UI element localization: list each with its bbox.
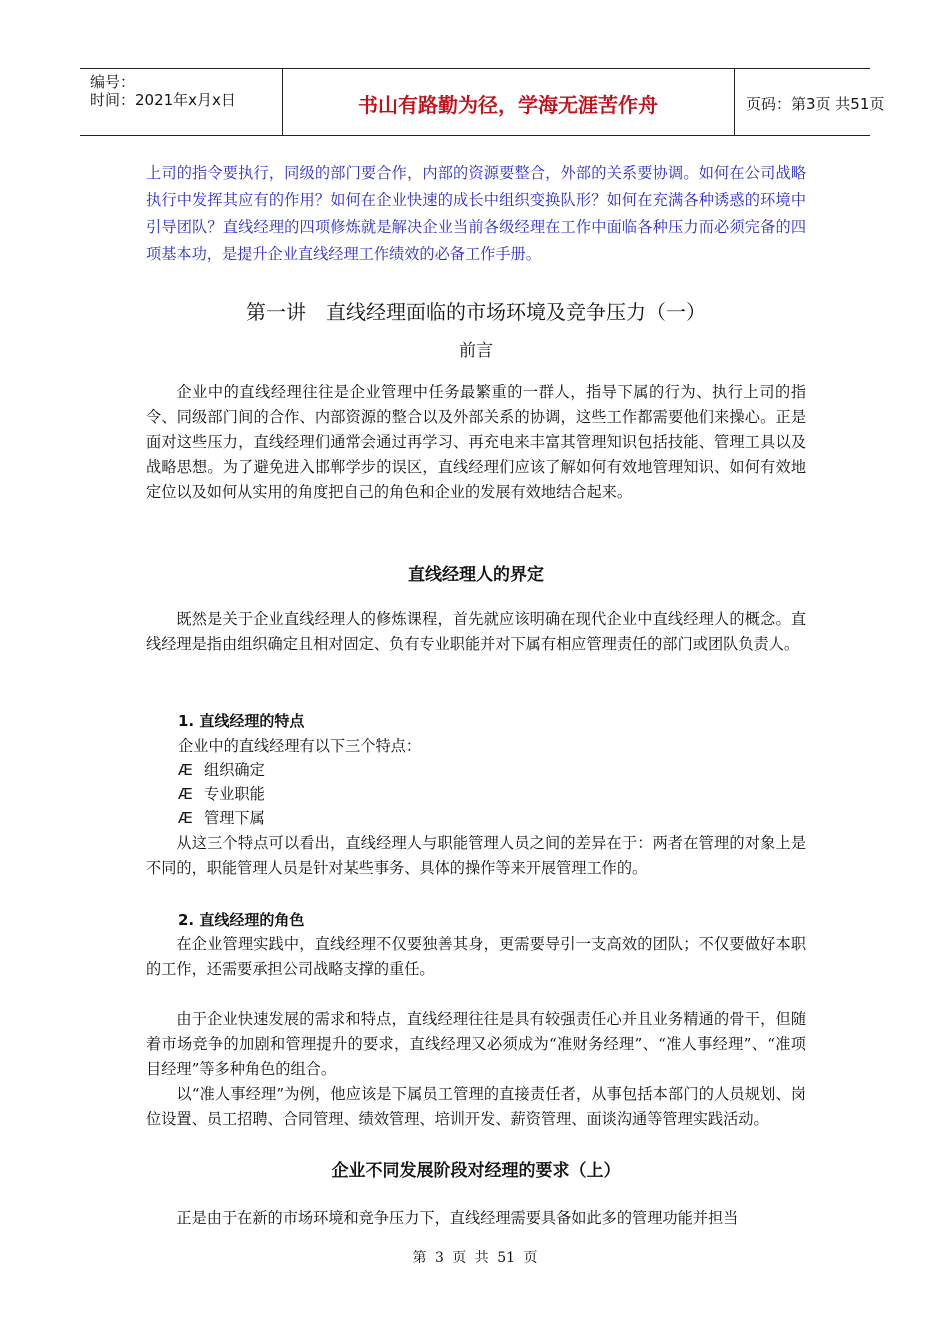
bullet-marker: Æ	[178, 761, 193, 779]
intro-paragraph: 上司的指令要执行，同级的部门要合作，内部的资源要整合，外部的关系要协调。如何在公司战略执行中发挥其应有的作用？如何在企业快速的成长中组织变换队形？如何在充满各种诱惑的环境中引导团队？直线经理的四项修炼就是解决企业当前各级经理在工作中面临各种压力而必须完备的四项基本功，是提升企业直线经理工作绩效的必备工作手册。	[146, 164, 806, 263]
bullet-marker: Æ	[178, 809, 193, 827]
header-page-cell	[734, 69, 885, 135]
section1-heading: 直线经理人的界定	[408, 565, 544, 585]
sub1-lead: 企业中的直线经理有以下三个特点：	[178, 737, 421, 755]
section1-paragraph: 既然是关于企业直线经理人的修炼课程，首先就应该明确在现代企业中直线经理人的概念。直线经理是指由组织确定且相对固定、负有专业职能并对下属有相应管理责任的部门或团队负责人。	[146, 610, 806, 653]
preface-title: 前言	[459, 341, 493, 361]
bullet-item	[178, 783, 265, 804]
page-footer: 第 3 页 共 51 页	[412, 1250, 538, 1266]
number-label: 编号：	[90, 73, 136, 91]
lecture-title: 第一讲 直线经理面临的市场环境及竞争压力（一）	[246, 300, 706, 324]
bullet-marker: Æ	[178, 785, 193, 803]
bullet-text: 专业职能	[204, 785, 265, 803]
header-page-label: 页码：第3页 共51页	[746, 95, 885, 113]
sub1-heading: 1. 直线经理的特点	[178, 712, 305, 730]
bullet-text: 组织确定	[204, 761, 265, 779]
bullet-item	[178, 807, 265, 828]
sub2-heading: 2. 直线经理的角色	[178, 911, 305, 929]
date-label: 时间：2021年x月x日	[90, 91, 236, 109]
sub2-paragraph-2: 由于企业快速发展的需求和特点，直线经理往往是具有较强责任心并且业务精通的骨干，但随着市场竞争的加剧和管理提升的要求，直线经理又必须成为“准财务经理”、“准人事经理”、“准项目经理”等多种角色的组合。	[146, 1010, 806, 1078]
sub2-paragraph-1: 在企业管理实践中，直线经理不仅要独善其身，更需要导引一支高效的团队；不仅要做好本职的工作，还需要承担公司战略支撑的重任。	[146, 935, 806, 978]
section2-heading: 企业不同发展阶段对经理的要求（上）	[331, 1161, 621, 1181]
section2-paragraph: 正是由于在新的市场环境和竞争压力下，直线经理需要具备如此多的管理功能并担当	[176, 1209, 739, 1227]
page-header	[80, 68, 885, 136]
sub2-paragraph-3: 以“准人事经理”为例，他应该是下属员工管理的直接责任者，从事包括本部门的人员规划、岗位设置、员工招聘、合同管理、绩效管理、培训开发、薪资管理、面谈沟通等管理实践活动。	[146, 1085, 806, 1128]
bullet-text: 管理下属	[204, 809, 265, 827]
bullet-item	[178, 759, 265, 780]
sub1-summary: 从这三个特点可以看出，直线经理人与职能管理人员之间的差异在于：两者在管理的对象上是不同的，职能管理人员是针对某些事务、具体的操作等来开展管理工作的。	[146, 834, 806, 877]
preface-paragraph: 企业中的直线经理往往是企业管理中任务最繁重的一群人，指导下属的行为、执行上司的指令、同级部门间的合作、内部资源的整合以及外部关系的协调，这些工作都需要他们来操心。正是面对这些压力，直线经理们通常会通过再学习、再充电来丰富其管理知识包括技能、管理工具以及战略思想。为了避免进入邯郸学步的误区，直线经理们应该了解如何有效地管理知识、如何有效地定位以及如何从实用的角度把自己的角色和企业的发展有效地结合起来。	[146, 383, 806, 501]
header-meta-cell	[80, 69, 283, 135]
header-motto: 书山有路勤为径，学海无涯苦作舟	[358, 93, 658, 117]
header-motto-cell	[282, 69, 735, 135]
